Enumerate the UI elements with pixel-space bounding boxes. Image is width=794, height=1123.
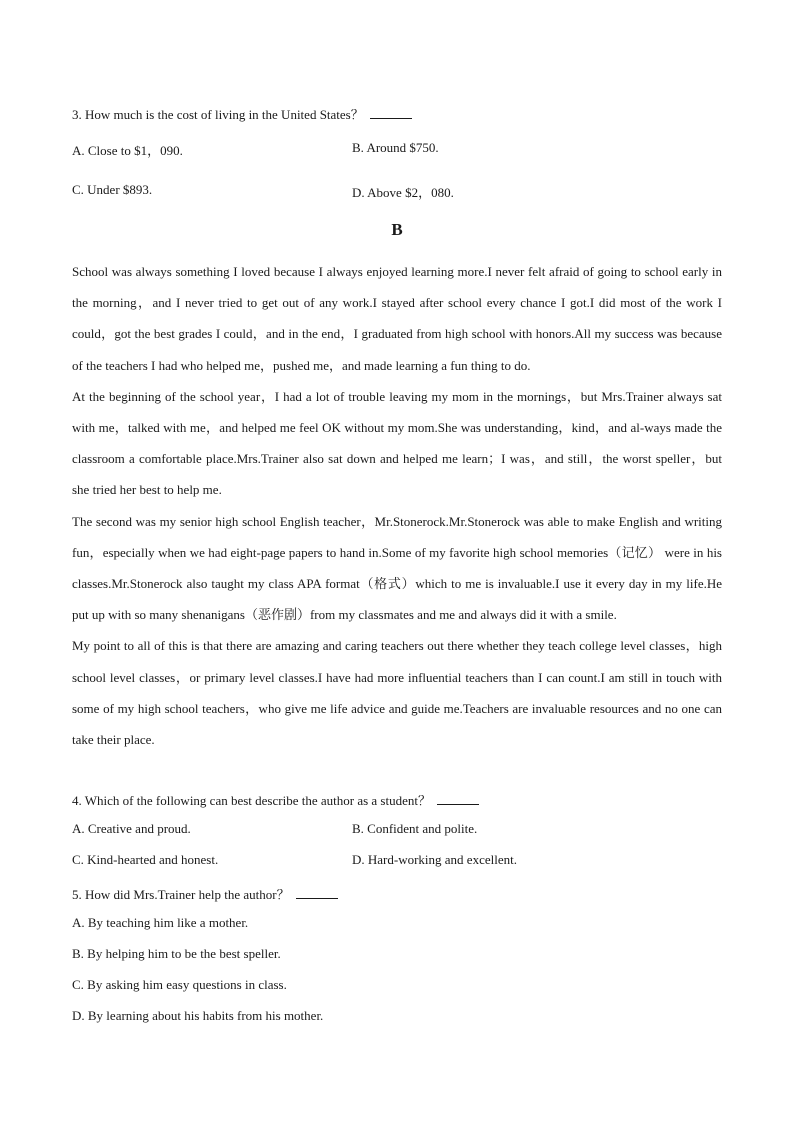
q5-option-d: D. By learning about his habits from his mother. bbox=[72, 1008, 324, 1023]
question-4 bbox=[72, 790, 479, 809]
q3-option-d: D. Above $2，080. bbox=[352, 185, 454, 200]
section-title: B bbox=[391, 220, 403, 239]
q5-option-a: A. By teaching him like a mother. bbox=[72, 915, 249, 930]
question-5-text: 5. How did Mrs.Trainer help the author？ bbox=[72, 887, 290, 902]
passage-paragraph: My point to all of this is that there are amazing and caring teachers out there whether they teach college level classes，high school level classes，or primary level classes.I have had more influential teachers than I can count.I am still in touch with some of my high school teachers，who give me life advice and guide me.Teachers are invaluable resources and no one can take their place. bbox=[72, 638, 722, 748]
q4-option-b: B. Confident and polite. bbox=[352, 821, 478, 836]
passage-paragraph: The second was my senior high school English teacher，Mr.Stonerock.Mr.Stonerock was able to make English and writing fun，especially when we had eight-page papers to hand in.Some of my favorite high school memories（记忆） were in his classes.Mr.Stonerock also taught my class APA format（格式）which to me is invaluable.I use it every day in my life.He put up with so many shenanigans（恶作剧）from my classmates and me and always did it with a smile. bbox=[72, 513, 722, 623]
answer-blank[interactable] bbox=[296, 888, 338, 899]
q4-option-c: C. Kind-hearted and honest. bbox=[72, 852, 219, 867]
q3-option-a: A. Close to $1，090. bbox=[72, 143, 183, 158]
q4-option-a: A. Creative and proud. bbox=[72, 821, 191, 836]
q5-option-c: C. By asking him easy questions in class. bbox=[72, 977, 287, 992]
reading-passage bbox=[72, 256, 722, 755]
question-3 bbox=[72, 104, 412, 123]
passage-paragraph: At the beginning of the school year，I had a lot of trouble leaving my mom in the mornings，but Mrs.Trainer always sat with me，talked with me，and helped me feel OK without my mom.She was understanding，kind，and al-ways made the classroom a comfortable place.Mrs.Trainer also sat down and helped me learn；I was，and still，the worst speller，but she tried her best to help me. bbox=[72, 388, 722, 498]
q4-option-d: D. Hard-working and excellent. bbox=[352, 852, 517, 867]
passage-paragraph: School was always something I loved because I always enjoyed learning more.I never felt afraid of going to school early in the morning，and I never tried to get out of any work.I stayed after school every chance I got.I did most of the work I could，got the best grades I could，and in the end，I graduated from high school with honors.All my success was because of the teachers I had who helped me，pushed me，and made learning a fun thing to do. bbox=[72, 264, 722, 373]
q5-option-b: B. By helping him to be the best speller. bbox=[72, 946, 281, 961]
answer-blank[interactable] bbox=[437, 794, 479, 805]
question-3-text: 3. How much is the cost of living in the United States？ bbox=[72, 107, 364, 122]
answer-blank[interactable] bbox=[370, 108, 412, 119]
question-4-text: 4. Which of the following can best describe the author as a student？ bbox=[72, 793, 431, 808]
q3-option-b: B. Around $750. bbox=[352, 140, 439, 155]
q3-option-c: C. Under $893. bbox=[72, 182, 153, 197]
question-5 bbox=[72, 884, 338, 903]
